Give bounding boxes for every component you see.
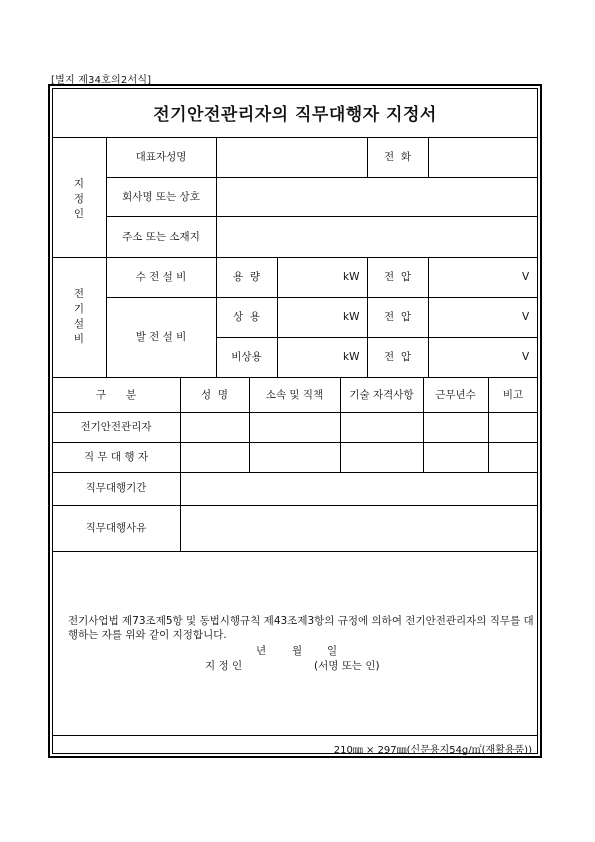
date-day: 일 [327, 645, 338, 657]
rule [180, 377, 181, 551]
commercial-label: 상 용 [233, 311, 260, 323]
phone-label: 전 화 [384, 151, 411, 163]
voltage-label: 전 압 [384, 351, 411, 363]
date-year: 년 [256, 645, 267, 657]
rule [52, 735, 538, 736]
signature-label: (서명 또는 인) [314, 660, 380, 672]
reason-label: 직무대행사유 [85, 522, 147, 534]
rule [216, 137, 217, 377]
form-code: [별지 제34호의2서식] [51, 75, 152, 86]
header-years: 근무년수 [435, 389, 476, 401]
header-category: 구 분 [95, 389, 137, 401]
rule [52, 472, 538, 473]
rep-name-label: 대표자성명 [135, 151, 187, 163]
rule [52, 505, 538, 506]
voltage-label: 전 압 [384, 271, 411, 283]
rule [428, 257, 429, 377]
rule [52, 137, 538, 138]
receiving-facility-label: 수 전 설 비 [135, 271, 187, 283]
form-title: 전기안전관리자의 직무대행자 지정서 [153, 105, 437, 125]
rule [106, 297, 538, 298]
capacity-label: 용 량 [233, 271, 260, 283]
emergency-label: 비상용 [231, 351, 262, 363]
header-name: 성 명 [201, 389, 228, 401]
facility-section-label: 전기설비 [73, 288, 85, 345]
company-label: 회사명 또는 상호 [122, 191, 200, 203]
row-deputy-label: 직 무 대 행 자 [83, 451, 149, 463]
date-month: 월 [292, 645, 303, 657]
rule [52, 442, 538, 443]
rule [52, 377, 538, 378]
rule [106, 216, 538, 217]
header-qualification: 기술 자격사항 [349, 389, 414, 401]
rule [428, 137, 429, 177]
designation-statement: 전기사업법 제73조제5항 및 동법시행규칙 제43조제3항의 규정에 의하여 전기안전관리자의 직무를 대행하는 자를 위와 같이 지정합니다. [68, 615, 534, 641]
rule [52, 412, 538, 413]
designator-section-label: 지정인 [73, 178, 85, 220]
voltage-label: 전 압 [384, 311, 411, 323]
v-unit: V [522, 311, 530, 323]
period-label: 직무대행기간 [85, 482, 147, 494]
row-safety-manager-label: 전기안전관리자 [80, 421, 152, 433]
v-unit: V [522, 271, 530, 283]
header-position: 소속 및 직책 [265, 389, 324, 401]
kw-unit: kW [343, 351, 360, 363]
rule [106, 177, 538, 178]
header-remarks: 비고 [502, 389, 524, 401]
kw-unit: kW [343, 311, 360, 323]
paper-spec-footer: 210㎜ × 297㎜(신문용지54g/㎡(재활용품)) [333, 745, 532, 756]
rule [216, 337, 538, 338]
generating-facility-label: 발 전 설 비 [135, 331, 187, 343]
kw-unit: kW [343, 271, 360, 283]
rule [277, 257, 278, 377]
rule [52, 257, 538, 258]
v-unit: V [522, 351, 530, 363]
rule [52, 551, 538, 552]
address-label: 주소 또는 소재지 [122, 231, 200, 243]
designator-sign-label: 지 정 인 [205, 660, 243, 672]
